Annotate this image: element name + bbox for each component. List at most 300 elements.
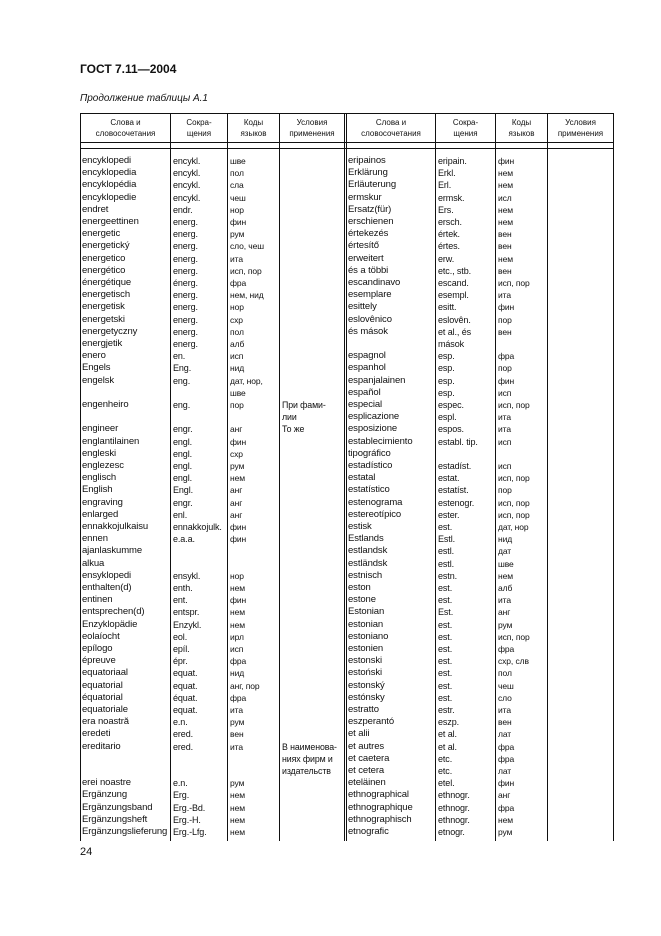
term-abbreviation: ethnogr. — [438, 790, 470, 801]
term-word: Ersatz(für) — [348, 203, 392, 215]
term-abbreviation: establ. tip. — [438, 436, 478, 447]
language-code: фра — [230, 692, 247, 703]
term-word: energetisk — [82, 301, 125, 313]
term-word: ethnographisch — [348, 813, 412, 825]
term-abbreviation: encykl. — [173, 156, 201, 166]
language-code: нем — [498, 814, 513, 825]
term-word: ethnographical — [348, 789, 409, 801]
language-code: ита — [498, 595, 511, 606]
language-code: исп — [230, 644, 244, 654]
col-border — [613, 113, 614, 841]
language-code: пол — [230, 326, 244, 337]
term-word: espanjalainen — [348, 374, 406, 386]
term-word: estratto — [348, 704, 379, 715]
term-word: estereotípico — [348, 508, 402, 520]
term-abbreviation: est. — [438, 680, 453, 691]
term-word: engraving — [82, 496, 123, 508]
term-abbreviation: etc. — [438, 753, 453, 764]
language-code: вен — [498, 241, 512, 252]
language-code: схр — [230, 448, 243, 459]
table-continuation-caption: Продолжение таблицы А.1 — [80, 93, 208, 104]
term-abbreviation: epíl. — [173, 644, 190, 654]
language-code: рум — [230, 229, 245, 240]
term-abbreviation: ennakkojulk. — [173, 522, 222, 532]
term-word: energetický — [82, 240, 130, 252]
term-abbreviation: esp. — [438, 363, 455, 374]
language-code: пор — [230, 400, 244, 410]
term-abbreviation: esempl. — [438, 290, 469, 301]
term-abbreviation: est. — [438, 583, 453, 593]
language-code: исп — [498, 461, 512, 471]
term-abbreviation: est. — [438, 692, 453, 703]
term-word: espanhol — [348, 362, 386, 374]
term-abbreviation: esp. — [438, 387, 455, 398]
term-word: Ergänzungsheft — [82, 813, 148, 825]
term-abbreviation: értek. — [438, 229, 460, 240]
term-word: eredeti — [82, 728, 111, 740]
term-word: eteläinen — [348, 777, 386, 789]
term-word: estatístico — [348, 484, 390, 496]
language-code: ита — [230, 253, 243, 264]
term-abbreviation: energ. — [173, 302, 198, 313]
term-word: enlarged — [82, 508, 119, 520]
term-word: ereditario — [82, 740, 121, 752]
term-word: esposizione — [348, 423, 398, 435]
language-code: фра — [498, 644, 515, 654]
term-abbreviation: espec. — [438, 400, 464, 410]
language-code: ита — [230, 741, 243, 752]
language-code: фин — [230, 522, 247, 532]
term-word: et caetera — [348, 752, 390, 764]
language-code: нид — [230, 363, 245, 374]
language-code: исп — [230, 351, 244, 362]
term-abbreviation: est. — [438, 595, 453, 606]
language-code: шве — [498, 558, 514, 569]
term-abbreviation: ent. — [173, 595, 188, 606]
language-code: фин — [230, 217, 247, 227]
col-header-conditions: Условия применения — [289, 118, 335, 138]
term-word: Erklärung — [348, 167, 388, 179]
term-abbreviation: etc., stb. — [438, 265, 472, 276]
term-abbreviation: energ. — [173, 326, 198, 337]
term-abbreviation: engl. — [173, 461, 193, 471]
col-border — [80, 113, 81, 841]
language-code: анг — [230, 424, 243, 435]
term-abbreviation: est. — [438, 656, 453, 667]
term-word: energetic — [82, 228, 121, 240]
term-word: energetisch — [82, 289, 131, 301]
language-code: шве — [230, 387, 246, 398]
language-code: ита — [498, 290, 511, 301]
col-border — [495, 113, 496, 841]
col-border — [344, 113, 345, 841]
term-word: englisch — [82, 472, 117, 484]
language-code: нем, нид — [230, 290, 264, 301]
table-top-border — [80, 113, 614, 114]
term-abbreviation: eszp. — [438, 717, 460, 728]
language-code: исп — [498, 387, 512, 398]
language-code: пол — [230, 168, 244, 179]
term-abbreviation: értes. — [438, 241, 460, 252]
term-abbreviation: Erg.-H. — [173, 814, 201, 825]
term-abbreviation: enth. — [173, 583, 193, 593]
term-abbreviation: etel. — [438, 778, 455, 789]
language-code: фин — [230, 534, 247, 545]
term-abbreviation: equat. — [173, 680, 198, 691]
term-abbreviation: Enzykl. — [173, 619, 202, 630]
usage-condition: лии — [282, 412, 297, 423]
term-abbreviation: escand. — [438, 278, 469, 288]
term-word: erschienen — [348, 216, 394, 227]
term-abbreviation: est. — [438, 619, 453, 630]
term-abbreviation: Engl. — [173, 485, 194, 496]
term-word: Enzyklopädie — [82, 618, 138, 630]
term-word: energético — [82, 264, 126, 276]
term-word: esittely — [348, 301, 377, 313]
term-abbreviation: estadíst. — [438, 461, 472, 471]
term-word: encyklopedie — [82, 191, 137, 203]
language-code: исп, пор — [498, 400, 530, 410]
term-word: estonský — [348, 679, 385, 691]
term-word: encyklopedi — [82, 155, 132, 166]
term-word: Estonian — [348, 606, 385, 618]
term-word: espagnol — [348, 350, 386, 362]
term-abbreviation: equat. — [173, 705, 198, 715]
term-abbreviation: enl. — [173, 509, 188, 520]
language-code: нем — [230, 473, 245, 484]
term-abbreviation: ersch. — [438, 217, 462, 227]
term-word: eston — [348, 582, 371, 593]
term-word: equatoriaal — [82, 667, 128, 679]
term-abbreviation: Ers. — [438, 204, 454, 215]
term-word: Ergänzungslieferung — [82, 826, 168, 837]
term-word: ennakkojulkaisu — [82, 521, 149, 532]
term-word: endret — [82, 203, 109, 215]
language-code: шве — [230, 156, 246, 166]
term-word: era noastră — [82, 716, 129, 728]
language-code: исп — [498, 436, 512, 447]
term-abbreviation: engr. — [173, 424, 193, 435]
language-code: фра — [498, 351, 515, 362]
term-abbreviation: engl. — [173, 448, 193, 459]
term-word: energetico — [82, 252, 126, 264]
term-abbreviation: Erg.-Lfg. — [173, 827, 207, 837]
term-word: estone — [348, 594, 376, 606]
language-code: нид — [498, 534, 513, 545]
term-abbreviation: energ. — [173, 217, 198, 227]
language-code: алб — [498, 583, 513, 593]
term-word: eolaíocht — [82, 630, 120, 642]
usage-condition: То же — [282, 424, 305, 435]
term-abbreviation: équat. — [173, 692, 198, 703]
language-code: нем — [230, 583, 245, 593]
term-abbreviation: ered. — [173, 741, 194, 752]
col-border — [279, 113, 280, 841]
term-abbreviation: eslovên. — [438, 314, 471, 325]
language-code: фин — [498, 778, 515, 789]
language-code: рум — [230, 717, 245, 728]
term-abbreviation: eol. — [173, 631, 188, 642]
term-abbreviation: est. — [438, 631, 453, 642]
term-abbreviation: ethnogr. — [438, 802, 470, 813]
term-abbreviation: energ. — [173, 314, 198, 325]
language-code: нем — [498, 168, 513, 179]
language-code: нем — [230, 790, 245, 801]
term-abbreviation: e.a.a. — [173, 534, 195, 545]
col-header-codes-right: Коды языков — [508, 118, 535, 138]
term-word: estonski — [348, 655, 383, 667]
term-abbreviation: estat. — [438, 473, 460, 484]
language-code: ита — [230, 705, 243, 715]
language-code: рум — [498, 827, 513, 837]
term-word: et cetera — [348, 765, 385, 776]
term-abbreviation: estn. — [438, 570, 458, 581]
term-word: Erläuterung — [348, 179, 397, 191]
col-border — [346, 113, 347, 841]
language-code: фин — [498, 302, 515, 313]
col-border — [227, 113, 228, 841]
language-code: дат, нор, — [230, 375, 263, 386]
term-abbreviation: etc. — [438, 766, 453, 776]
header-bottom-border — [80, 142, 614, 143]
language-code: нем — [230, 827, 245, 837]
language-code: нем — [230, 814, 245, 825]
term-word: equatorial — [82, 679, 123, 691]
term-abbreviation: e.n. — [173, 778, 188, 789]
term-word: estnisch — [348, 569, 383, 581]
term-word: especial — [348, 399, 383, 410]
term-word: español — [348, 386, 381, 398]
term-word: et autres — [348, 740, 385, 752]
language-code: чеш — [230, 192, 246, 203]
term-word: ermskur — [348, 191, 382, 203]
term-abbreviation: esp. — [438, 375, 455, 386]
language-code: анг — [498, 607, 511, 618]
term-word: Engels — [82, 362, 111, 374]
language-code: пор — [498, 363, 512, 374]
term-abbreviation: encykl. — [173, 192, 201, 203]
language-code: вен — [498, 265, 512, 276]
term-abbreviation: ethnogr. — [438, 814, 470, 825]
term-word: engenheiro — [82, 399, 129, 410]
language-code: вен — [498, 326, 512, 337]
language-code: вен — [498, 717, 512, 728]
term-word: és mások — [348, 325, 388, 337]
language-code: алб — [230, 339, 245, 349]
term-word: esplicazione — [348, 411, 400, 423]
term-abbreviation: estl. — [438, 558, 455, 569]
language-code: фин — [498, 375, 515, 386]
term-word: értesítő — [348, 240, 379, 252]
term-word: estländsk — [348, 557, 388, 569]
language-code: нем — [498, 253, 513, 264]
term-word: ensyklopedi — [82, 569, 132, 581]
term-word: English — [82, 484, 113, 496]
term-word: ennen — [82, 533, 108, 545]
term-abbreviation: ester. — [438, 509, 460, 520]
term-word: estatal — [348, 472, 376, 484]
language-code: пор — [498, 485, 512, 496]
language-code: нор — [230, 204, 244, 215]
term-word: et alii — [348, 728, 370, 740]
term-word: estisk — [348, 521, 372, 532]
language-code: фра — [498, 753, 515, 764]
language-code: исп, пор — [230, 265, 262, 276]
col-header-words: Слова и словосочетания — [95, 118, 156, 138]
language-code: фин — [230, 436, 247, 447]
col-header-conditions-right: Условия применения — [557, 118, 604, 138]
term-abbreviation: en. — [173, 351, 186, 362]
language-code: нор — [230, 570, 244, 581]
language-code: анг — [498, 790, 511, 801]
term-word: enthalten(d) — [82, 582, 132, 593]
term-abbreviation: e.n. — [173, 717, 188, 728]
term-abbreviation: eng. — [173, 400, 191, 410]
term-word: Ergänzung — [82, 789, 128, 801]
term-word: alkua — [82, 557, 105, 569]
language-code: анг — [230, 509, 243, 520]
term-abbreviation: Erg.-Bd. — [173, 802, 206, 813]
term-abbreviation: esitt. — [438, 302, 457, 313]
term-word: enero — [82, 350, 106, 362]
term-word: értekezés — [348, 228, 389, 240]
language-code: сла — [230, 180, 244, 191]
term-abbreviation: estenogr. — [438, 497, 475, 508]
term-abbreviation: energ. — [173, 241, 198, 252]
language-code: исп, пор — [498, 473, 530, 484]
language-code: нем — [498, 180, 513, 191]
term-word: encyklopédia — [82, 179, 137, 191]
term-word: Ergänzungsband — [82, 801, 153, 813]
term-word: energetyczny — [82, 325, 138, 337]
term-word: estadístico — [348, 460, 393, 471]
term-word: estónsky — [348, 691, 385, 703]
term-abbreviation: ensykl. — [173, 570, 201, 581]
term-word: estenograma — [348, 496, 403, 508]
col-header-abbr-right: Сокра- щения — [452, 118, 479, 138]
language-code: исп, пор — [498, 497, 530, 508]
language-code: пор — [498, 314, 512, 325]
term-word: engleski — [82, 447, 117, 459]
term-word: englantilainen — [82, 435, 140, 447]
term-word: estoniano — [348, 630, 389, 642]
language-code: нем — [498, 204, 513, 215]
term-abbreviation: energ. — [173, 290, 198, 301]
language-code: сло — [498, 692, 512, 703]
term-word: esemplare — [348, 289, 392, 301]
language-code: ирл — [230, 631, 244, 642]
term-abbreviation: engl. — [173, 436, 193, 447]
term-abbreviation: Erg. — [173, 790, 190, 801]
term-abbreviation: et al., és — [438, 326, 472, 337]
term-word: épreuve — [82, 655, 116, 667]
term-word: energetski — [82, 313, 125, 325]
language-code: вен — [498, 229, 512, 240]
language-code: фра — [230, 656, 247, 667]
language-code: ита — [498, 424, 511, 435]
language-code: фин — [230, 595, 247, 606]
term-word: estonian — [348, 618, 384, 630]
term-abbreviation: énerg. — [173, 278, 198, 288]
term-word: establecimiento — [348, 435, 413, 447]
language-code: исп, пор — [498, 509, 530, 520]
term-word: eslovênico — [348, 313, 392, 325]
term-word: engelsk — [82, 374, 115, 386]
term-word: ethnographique — [348, 801, 413, 813]
term-abbreviation: entspr. — [173, 607, 200, 618]
col-border — [547, 113, 548, 841]
term-abbreviation: est. — [438, 522, 453, 532]
language-code: анг — [230, 485, 243, 496]
language-code: сло, чеш — [230, 241, 264, 252]
term-word: erweitert — [348, 252, 384, 264]
term-abbreviation: mások — [438, 339, 465, 349]
col-header-codes: Коды языков — [240, 118, 267, 138]
language-code: нем — [498, 217, 513, 227]
language-code: рум — [230, 461, 245, 471]
term-word: Estlands — [348, 533, 384, 545]
term-word: eripainos — [348, 155, 386, 166]
language-code: анг — [230, 497, 243, 508]
usage-condition: ниях фирм и — [282, 753, 333, 764]
header-double-border — [80, 148, 614, 149]
term-abbreviation: energ. — [173, 253, 198, 264]
term-word: tipográfico — [348, 447, 391, 459]
term-abbreviation: engr. — [173, 497, 193, 508]
term-word: equatoriale — [82, 704, 128, 715]
language-code: фра — [498, 741, 515, 752]
col-header-abbr: Сокра- щения — [186, 118, 212, 138]
language-code: схр, слв — [498, 656, 529, 667]
term-abbreviation: eng. — [173, 375, 191, 386]
term-abbreviation: épr. — [173, 656, 188, 667]
term-abbreviation: erw. — [438, 253, 455, 264]
page-number: 24 — [80, 846, 93, 858]
term-word: eszperantó — [348, 716, 395, 728]
language-code: рум — [498, 619, 513, 630]
term-word: escandinavo — [348, 277, 401, 288]
term-abbreviation: energ. — [173, 229, 198, 240]
term-word: energeettinen — [82, 216, 139, 227]
usage-condition: При фами- — [282, 400, 326, 410]
term-abbreviation: est. — [438, 668, 453, 679]
term-abbreviation: ermsk. — [438, 192, 465, 203]
term-word: erei noastre — [82, 777, 131, 789]
language-code: пол — [498, 668, 512, 679]
term-abbreviation: Estl. — [438, 534, 456, 545]
term-word: entsprechen(d) — [82, 606, 145, 618]
term-abbreviation: Eng. — [173, 363, 192, 374]
term-word: englezesc — [82, 460, 124, 471]
document-standard-id: ГОСТ 7.11—2004 — [80, 62, 177, 76]
language-code: чеш — [498, 680, 514, 691]
term-word: encyklopedia — [82, 167, 137, 179]
language-code: исл — [498, 192, 512, 203]
term-word: énergétique — [82, 277, 132, 288]
language-code: исп, пор — [498, 278, 530, 288]
language-code: лат — [498, 729, 512, 740]
usage-condition: издательств — [282, 766, 331, 776]
language-code: вен — [230, 729, 244, 740]
term-word: estoński — [348, 667, 383, 679]
term-word: energjetik — [82, 338, 123, 349]
term-word: entinen — [82, 594, 113, 606]
term-word: epílogo — [82, 643, 113, 654]
term-word: engineer — [82, 423, 119, 435]
term-abbreviation: Erkl. — [438, 168, 456, 179]
col-header-words-right: Слова и словосочетания — [361, 118, 421, 138]
term-abbreviation: ered. — [173, 729, 194, 740]
